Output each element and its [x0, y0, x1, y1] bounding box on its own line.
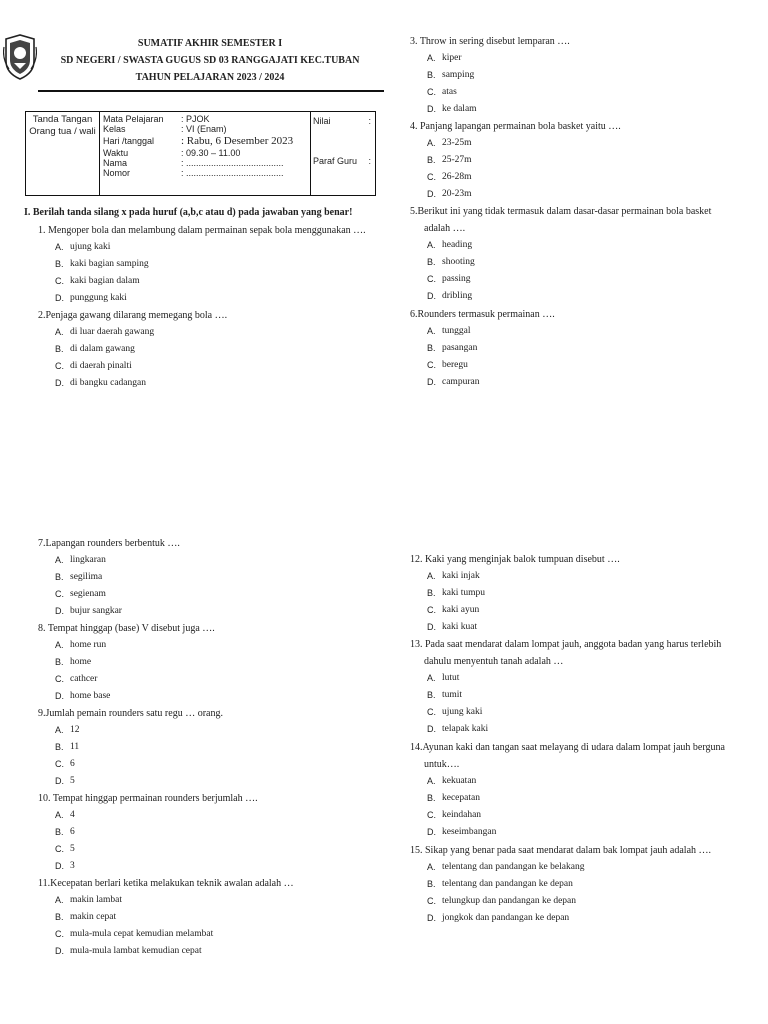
option-letter: B. — [55, 259, 64, 269]
option-letter: B. — [55, 657, 64, 667]
option-text: telentang dan pandangan ke depan — [442, 879, 573, 889]
answer-option[interactable] — [410, 340, 555, 357]
option-letter: B. — [427, 588, 436, 598]
option-text: di dalam gawang — [70, 344, 135, 354]
answer-option[interactable] — [38, 841, 258, 858]
header-divider — [38, 90, 384, 92]
option-text: samping — [442, 70, 475, 80]
answer-option[interactable] — [38, 290, 366, 307]
option-letter: D. — [427, 724, 436, 734]
answer-option[interactable] — [38, 773, 223, 790]
option-text: pasangan — [442, 343, 478, 353]
option-text: di daerah pinalti — [70, 361, 132, 371]
option-letter: A. — [427, 862, 436, 872]
answer-option[interactable] — [410, 859, 711, 876]
detail-row-time: Waktu : 09.30 – 11.00 — [103, 148, 241, 158]
answer-option[interactable] — [38, 926, 294, 943]
option-letter: B. — [55, 742, 64, 752]
answer-option[interactable] — [410, 288, 711, 305]
option-letter: D. — [55, 946, 64, 956]
option-text: ke dalam — [442, 104, 477, 114]
answer-option[interactable] — [410, 790, 725, 807]
option-letter: A. — [427, 138, 436, 148]
option-text: kiper — [442, 53, 462, 63]
detail-row-name: Nama : ....................................... — [103, 158, 284, 168]
question-text: 7.Lapangan rounders berbentuk …. — [38, 538, 180, 549]
option-letter: B. — [427, 257, 436, 267]
question-text: 1. Mengoper bola dan melambung dalam permainan sepak bola menggunakan …. — [38, 225, 366, 236]
option-text: kaki injak — [442, 571, 480, 581]
option-letter: C. — [427, 274, 436, 284]
question-text: 2.Penjaga gawang dilarang memegang bola …. — [38, 310, 228, 321]
option-letter: D. — [55, 691, 64, 701]
option-letter: C. — [55, 589, 64, 599]
option-text: dribling — [442, 291, 473, 301]
question-block — [410, 842, 711, 927]
option-letter: A. — [427, 326, 436, 336]
option-letter: D. — [427, 913, 436, 923]
option-letter: A. — [427, 776, 436, 786]
option-letter: D. — [427, 104, 436, 114]
option-letter: A. — [55, 555, 64, 565]
option-letter: D. — [427, 827, 436, 837]
option-letter: C. — [55, 674, 64, 684]
question-text-continuation: untuk…. — [424, 759, 460, 770]
option-letter: A. — [55, 242, 64, 252]
option-text: makin cepat — [70, 912, 117, 922]
option-letter: A. — [55, 327, 64, 337]
question-text: 13. Pada saat mendarat dalam lompat jauh, anggota badan yang harus terlebih — [410, 639, 722, 650]
option-letter: C. — [427, 172, 436, 182]
detail-row-date: Hari /tanggal : Rabu, 6 Desember 2023 — [103, 135, 294, 147]
option-text: kaki ayun — [442, 605, 480, 615]
option-letter: C. — [55, 759, 64, 769]
answer-option[interactable] — [410, 910, 711, 927]
option-letter: D. — [55, 293, 64, 303]
answer-option[interactable] — [410, 152, 621, 169]
option-text: 5 — [70, 844, 75, 854]
answer-option[interactable] — [410, 101, 570, 118]
option-text: tumit — [442, 690, 463, 700]
option-letter: B. — [55, 572, 64, 582]
question-block — [410, 306, 555, 391]
grade-cell — [311, 112, 376, 196]
question-block — [38, 705, 223, 790]
option-text: passing — [442, 274, 471, 284]
option-text: 6 — [70, 827, 75, 837]
answer-option[interactable] — [38, 375, 227, 392]
option-letter: A. — [55, 725, 64, 735]
option-text: shooting — [442, 257, 475, 267]
question-block — [38, 535, 180, 620]
option-letter: D. — [55, 776, 64, 786]
option-text: ujung kaki — [70, 242, 111, 252]
option-text: bujur sangkar — [70, 606, 122, 616]
option-letter: A. — [55, 810, 64, 820]
answer-option[interactable] — [410, 67, 570, 84]
question-text: 14.Ayunan kaki dan tangan saat melayang di udara dalam lompat jauh berguna — [410, 742, 725, 753]
question-text: 4. Panjang lapangan permainan bola basket yaitu …. — [410, 121, 621, 132]
option-text: beregu — [442, 360, 468, 370]
option-text: kaki bagian dalam — [70, 276, 140, 286]
option-text: telapak kaki — [442, 724, 489, 734]
option-text: cathcer — [70, 674, 98, 684]
option-text: 12 — [70, 725, 80, 735]
teacher-initial-label: Paraf Guru — [313, 156, 358, 166]
option-letter: A. — [55, 640, 64, 650]
option-letter: C. — [427, 707, 436, 717]
answer-option[interactable] — [410, 374, 555, 391]
option-letter: A. — [427, 673, 436, 683]
answer-option[interactable] — [38, 756, 223, 773]
question-block — [38, 620, 215, 705]
question-block — [410, 739, 725, 841]
detail-row-class: Kelas : VI (Enam) — [103, 124, 227, 134]
score-label: Nilai — [313, 116, 331, 126]
option-letter: D. — [55, 861, 64, 871]
question-text-continuation: adalah …. — [424, 223, 466, 234]
question-text: 15. Sikap yang benar pada saat mendarat dalam bak lompat jauh adalah …. — [410, 845, 712, 856]
option-text: kekuatan — [442, 776, 477, 786]
question-text: 3. Throw in sering disebut lemparan …. — [410, 36, 570, 47]
option-text: telungkup dan pandangan ke depan — [442, 896, 577, 906]
option-letter: C. — [55, 844, 64, 854]
option-text: kecepatan — [442, 793, 480, 803]
option-letter: C. — [427, 87, 436, 97]
option-text: 26-28m — [442, 172, 472, 182]
option-text: mula-mula lambat kemudian cepat — [70, 946, 202, 956]
option-letter: B. — [55, 912, 64, 922]
answer-option[interactable] — [410, 186, 621, 203]
answer-option[interactable] — [410, 357, 555, 374]
answer-option[interactable] — [410, 876, 711, 893]
answer-option[interactable] — [38, 671, 215, 688]
option-text: tunggal — [442, 326, 471, 336]
option-letter: B. — [55, 827, 64, 837]
answer-option[interactable] — [410, 773, 725, 790]
option-letter: B. — [427, 155, 436, 165]
answer-option[interactable] — [38, 603, 180, 620]
option-text: 6 — [70, 759, 75, 769]
question-text: 10. Tempat hinggap permainan rounders berjumlah …. — [38, 793, 258, 804]
question-text: 8. Tempat hinggap (base) V disebut juga …. — [38, 623, 215, 634]
option-text: campuran — [442, 377, 480, 387]
option-letter: C. — [427, 605, 436, 615]
answer-option[interactable] — [410, 824, 725, 841]
option-letter: C. — [55, 361, 64, 371]
option-text: 25-27m — [442, 155, 472, 165]
option-letter: A. — [55, 895, 64, 905]
option-letter: B. — [427, 793, 436, 803]
option-text: kaki bagian samping — [70, 259, 149, 269]
answer-option[interactable] — [38, 688, 215, 705]
school-name: SD NEGERI / SWASTA GUGUS SD 03 RANGGAJATI KEC.TUBAN — [60, 55, 360, 66]
answer-option[interactable] — [410, 50, 570, 67]
option-text: kaki kuat — [442, 622, 478, 632]
answer-option[interactable] — [410, 271, 711, 288]
option-letter: B. — [55, 344, 64, 354]
option-letter: A. — [427, 240, 436, 250]
option-letter: C. — [427, 360, 436, 370]
option-text: ujung kaki — [442, 707, 483, 717]
question-text: 5.Berikut ini yang tidak termasuk dalam dasar-dasar permainan bola basket — [410, 206, 712, 217]
answer-option[interactable] — [410, 254, 711, 271]
answer-option[interactable] — [410, 670, 721, 687]
answer-option[interactable] — [410, 135, 621, 152]
question-block — [410, 636, 721, 738]
answer-option[interactable] — [38, 341, 227, 358]
answer-option[interactable] — [38, 807, 258, 824]
academic-year: TAHUN PELAJARAN 2023 / 2024 — [135, 72, 285, 83]
option-text: 20-23m — [442, 189, 472, 199]
answer-option[interactable] — [38, 739, 223, 756]
option-text: telentang dan pandangan ke belakang — [442, 862, 585, 872]
answer-option[interactable] — [38, 858, 258, 875]
option-letter: C. — [427, 810, 436, 820]
answer-option[interactable] — [38, 552, 180, 569]
exam-title: SUMATIF AKHIR SEMESTER I — [137, 38, 283, 49]
answer-option[interactable] — [38, 909, 294, 926]
answer-option[interactable] — [38, 654, 215, 671]
parent-signature-cell: Tanda Tangan Orang tua / wali — [26, 112, 100, 196]
school-emblem-icon — [3, 33, 37, 81]
option-text: home base — [70, 691, 111, 701]
section-instruction: I. Berilah tanda silang x pada huruf (a,b,c atau d) pada jawaban yang benar! — [24, 207, 353, 218]
option-letter: D. — [427, 622, 436, 632]
option-text: home — [70, 657, 92, 667]
option-letter: D. — [427, 291, 436, 301]
question-block — [410, 551, 620, 636]
question-block — [410, 203, 711, 305]
question-block — [410, 33, 570, 118]
question-block — [38, 875, 294, 960]
option-text: lingkaran — [70, 555, 106, 565]
option-text: di bangku cadangan — [70, 378, 146, 388]
answer-option[interactable] — [38, 239, 366, 256]
answer-option[interactable] — [38, 358, 227, 375]
option-letter: C. — [55, 276, 64, 286]
answer-option[interactable] — [410, 893, 711, 910]
answer-option[interactable] — [410, 721, 721, 738]
answer-option[interactable] — [410, 237, 711, 254]
option-letter: C. — [55, 929, 64, 939]
option-text: keseimbangan — [442, 827, 497, 837]
option-letter: B. — [427, 343, 436, 353]
question-text-continuation: dahulu menyentuh tanah adalah … — [424, 656, 564, 667]
option-text: 3 — [70, 861, 75, 871]
question-text: 6.Rounders termasuk permainan …. — [410, 309, 555, 320]
option-letter: D. — [55, 606, 64, 616]
answer-option[interactable] — [38, 586, 180, 603]
question-block — [38, 790, 258, 875]
answer-option[interactable] — [38, 273, 366, 290]
answer-option[interactable] — [38, 256, 366, 273]
detail-row-subject: Mata Pelajaran : PJOK — [103, 114, 210, 124]
option-letter: B. — [427, 690, 436, 700]
option-text: punggung kaki — [70, 293, 127, 303]
question-text: 9.Jumlah pemain rounders satu regu … orang. — [38, 708, 223, 719]
question-block — [38, 222, 366, 307]
question-text: 11.Kecepatan berlari ketika melakukan teknik awalan adalah … — [38, 878, 294, 889]
option-text: atas — [442, 87, 457, 97]
option-text: kaki tumpu — [442, 588, 486, 598]
option-text: lutut — [442, 673, 460, 683]
answer-option[interactable] — [38, 324, 227, 341]
exam-details-cell — [100, 112, 311, 196]
option-text: segienam — [70, 589, 106, 599]
option-text: 23-25m — [442, 138, 472, 148]
answer-option[interactable] — [410, 84, 570, 101]
answer-option[interactable] — [38, 722, 223, 739]
score-colon: : — [368, 116, 371, 126]
student-info-table — [25, 111, 376, 196]
question-block — [38, 307, 227, 392]
option-text: di luar daerah gawang — [70, 327, 155, 337]
option-letter: A. — [427, 571, 436, 581]
answer-option[interactable] — [410, 585, 620, 602]
answer-option[interactable] — [410, 568, 620, 585]
answer-option[interactable] — [410, 169, 621, 186]
answer-option[interactable] — [410, 704, 721, 721]
answer-option[interactable] — [38, 569, 180, 586]
option-text: home run — [70, 640, 107, 650]
option-letter: A. — [427, 53, 436, 63]
answer-option[interactable] — [410, 323, 555, 340]
option-letter: D. — [427, 189, 436, 199]
answer-option[interactable] — [410, 602, 620, 619]
answer-option[interactable] — [38, 892, 294, 909]
option-text: 5 — [70, 776, 75, 786]
option-text: mula-mula cepat kemudian melambat — [70, 929, 214, 939]
answer-option[interactable] — [410, 687, 721, 704]
option-text: jongkok dan pandangan ke depan — [442, 913, 570, 923]
option-letter: D. — [427, 377, 436, 387]
option-letter: B. — [427, 879, 436, 889]
answer-option[interactable] — [38, 943, 294, 960]
question-text: 12. Kaki yang menginjak balok tumpuan disebut …. — [410, 554, 620, 565]
option-text: 4 — [70, 810, 75, 820]
question-block — [410, 118, 621, 203]
option-letter: B. — [427, 70, 436, 80]
option-text: keindahan — [442, 810, 482, 820]
option-text: heading — [442, 240, 473, 250]
option-letter: C. — [427, 896, 436, 906]
option-text: makin lambat — [70, 895, 122, 905]
detail-row-number: Nomor : ....................................... — [103, 168, 284, 178]
option-letter: D. — [55, 378, 64, 388]
option-text: segilima — [70, 572, 103, 582]
answer-option[interactable] — [38, 824, 258, 841]
answer-option[interactable] — [410, 807, 725, 824]
answer-option[interactable] — [38, 637, 215, 654]
option-text: 11 — [70, 742, 80, 752]
answer-option[interactable] — [410, 619, 620, 636]
teacher-initial-colon: : — [368, 156, 371, 166]
